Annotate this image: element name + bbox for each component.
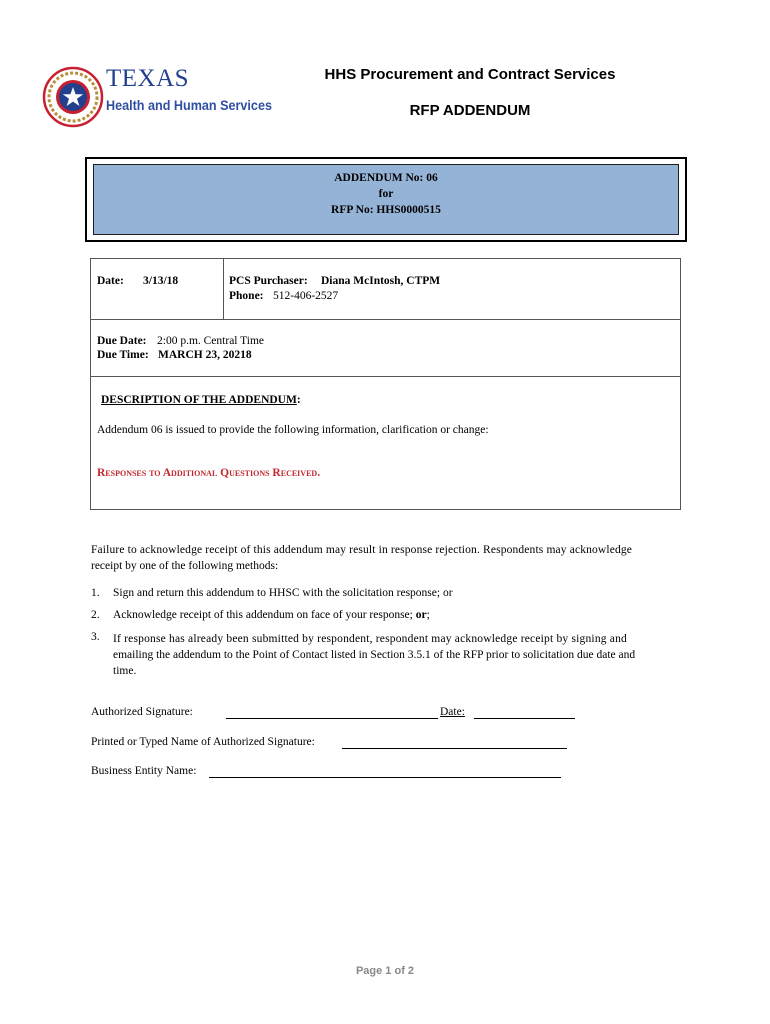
purchaser-value: Diana McIntosh, CTPM (321, 275, 441, 287)
logo-agency-text: Health and Human Services (106, 97, 272, 113)
addendum-number: ADDENDUM No: 06 (334, 172, 438, 184)
list-item-line: time. (113, 665, 137, 677)
texas-seal-icon (42, 63, 104, 131)
due-time-label: Due Time: (97, 349, 149, 361)
date-signature-line[interactable] (474, 718, 575, 719)
addendum-info-table (90, 258, 681, 510)
responses-heading: Responses to Additional Questions Received. (97, 467, 321, 479)
list-number: 3. (91, 631, 100, 643)
page-number: Page 1 of 2 (355, 965, 415, 977)
printed-name-label: Printed or Typed Name of Authorized Signature: (91, 736, 315, 748)
authorized-signature-line[interactable] (226, 718, 438, 719)
date-value: 3/13/18 (143, 275, 179, 287)
printed-name-line[interactable] (342, 748, 567, 749)
list-item-line: emailing the addendum to the Point of Contact listed in Section 3.5.1 of the RFP prior to solicitation due date and (113, 649, 636, 661)
list-number: 1. (91, 587, 100, 599)
row-divider (91, 376, 680, 377)
page-subtitle: RFP ADDENDUM (409, 102, 531, 119)
description-text: Addendum 06 is issued to provide the following information, clarification or change: (97, 424, 489, 436)
due-date-value: 2:00 p.m. Central Time (157, 335, 265, 347)
date-label: Date: (97, 275, 124, 287)
list-item-line: If response has already been submitted by respondent, respondent may acknowledge receipt by signing and (113, 633, 627, 645)
list-item: Acknowledge receipt of this addendum on face of your response; or; (113, 609, 430, 621)
phone-value: 512-406-2527 (273, 290, 339, 302)
list-number: 2. (91, 609, 100, 621)
due-date-label: Due Date: (97, 335, 147, 347)
description-heading: DESCRIPTION OF THE ADDENDUM: (101, 394, 301, 406)
date-cell (91, 259, 224, 319)
business-entity-line[interactable] (209, 777, 561, 778)
logo-texas-text: TEXAS (106, 65, 190, 92)
intro-line: Failure to acknowledge receipt of this addendum may result in response rejection. Respondents may acknowledge (91, 544, 633, 556)
addendum-header-box (85, 157, 687, 242)
business-entity-label: Business Entity Name: (91, 765, 197, 777)
purchaser-label: PCS Purchaser: (229, 275, 308, 287)
addendum-for: for (378, 188, 394, 200)
acknowledge-paragraph (91, 542, 691, 574)
rfp-number: RFP No: HHS0000515 (331, 204, 441, 216)
due-time-value: MARCH 23, 20218 (158, 349, 252, 361)
intro-line: receipt by one of the following methods: (91, 560, 279, 572)
list-item: Sign and return this addendum to HHSC with the solicitation response; or (113, 587, 453, 599)
page-title: HHS Procurement and Contract Services (324, 66, 616, 83)
row-divider (91, 319, 680, 320)
date-signature-label: Date: (440, 706, 465, 718)
phone-label: Phone: (229, 290, 264, 302)
addendum-header-fill (93, 164, 679, 235)
authorized-signature-label: Authorized Signature: (91, 706, 193, 718)
list-item (113, 631, 693, 679)
hhs-logo (42, 63, 272, 131)
